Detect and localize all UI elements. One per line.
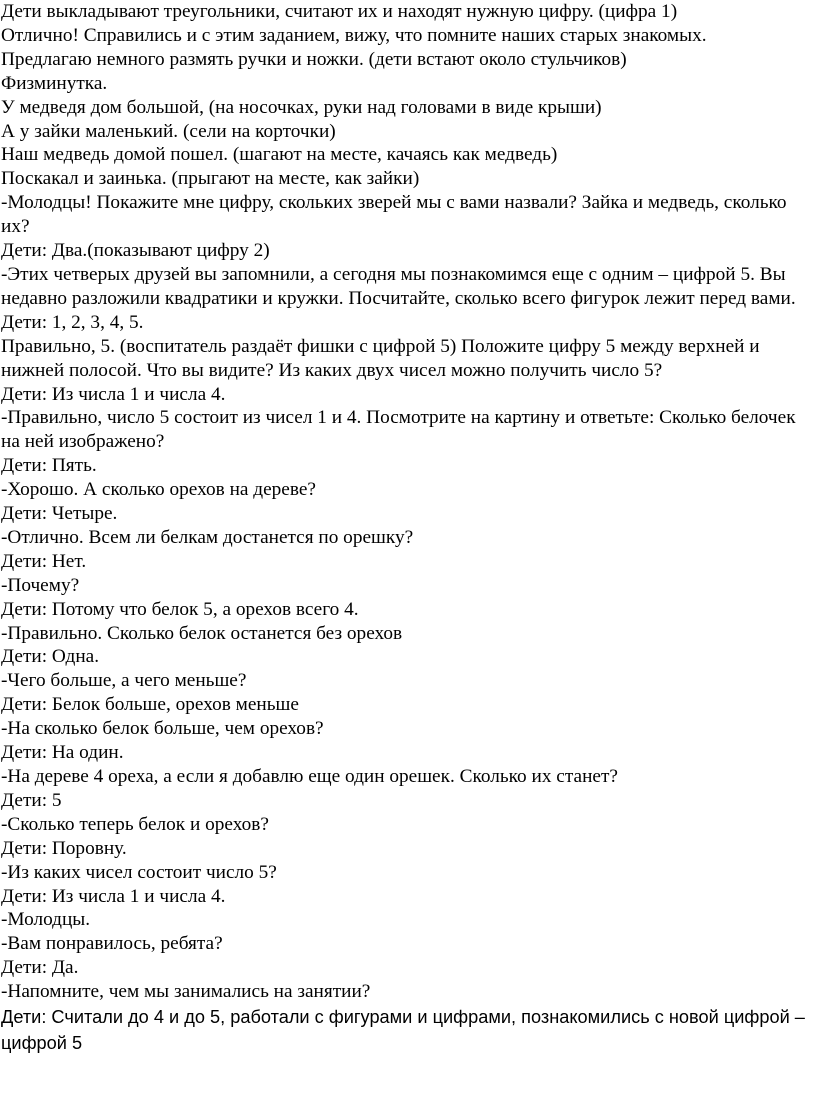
- text-line: -Вам понравилось, ребята?: [1, 933, 223, 955]
- text-line: -Сколько теперь белок и орехов?: [1, 813, 269, 835]
- text-line: -Правильно. Сколько белок останется без орехов: [1, 622, 403, 644]
- text-line: -Напомните, чем мы занимались на занятии?: [1, 981, 371, 1003]
- text-line: Дети: 5: [1, 789, 62, 811]
- text-line: -Отлично. Всем ли белкам достанется по орешку?: [1, 526, 414, 548]
- text-line: -Из каких чисел состоит число 5?: [1, 861, 277, 883]
- text-line: -Молодцы.: [1, 909, 91, 931]
- text-line: Дети выкладывают треугольники, считают их и находят нужную цифру. (цифра 1): [1, 1, 678, 22]
- text-line: Дети: Пять.: [1, 455, 97, 477]
- text-line: Отлично! Справились и с этим заданием, вижу, что помните наших старых знакомых.: [1, 24, 707, 46]
- text-line: Правильно, 5. (воспитатель раздаёт фишки с цифрой 5) Положите цифру 5 между верхней и нижней полосой. Что вы видите? Из каких двух чисел можно получить число 5?: [1, 335, 760, 381]
- text-line: Дети: Два.(показывают цифру 2): [1, 240, 270, 262]
- text-line: Дети: Из числа 1 и числа 4.: [1, 383, 226, 405]
- text-line: У медведя дом большой, (на носочках, руки над головами в виде крыши): [1, 96, 602, 118]
- text-line: Дети: Из числа 1 и числа 4.: [1, 885, 226, 907]
- text-line: Дети: Поровну.: [1, 837, 127, 859]
- text-line: Дети: Четыре.: [1, 503, 118, 525]
- text-line: Дети: Одна.: [1, 646, 100, 668]
- text-line: -Почему?: [1, 574, 80, 596]
- text-line: А у зайки маленький. (сели на корточки): [1, 120, 336, 142]
- text-line: Дети: Да.: [1, 957, 79, 979]
- text-line: -На дереве 4 ореха, а если я добавлю еще один орешек. Сколько их станет?: [1, 766, 618, 787]
- text-line: Предлагаю немного размять ручки и ножки. (дети встают около стульчиков): [1, 48, 627, 70]
- text-line: Наш медведь домой пошел. (шагают на месте, качаясь как медведь): [1, 144, 558, 166]
- text-line: -Правильно, число 5 состоит из чисел 1 и 4. Посмотрите на картину и ответьте: Сколько белочек на ней изображено?: [1, 407, 796, 453]
- text-line: -Хорошо. А сколько орехов на дереве?: [1, 479, 316, 501]
- text-line: Дети: Белок больше, орехов меньше: [1, 694, 299, 716]
- text-line: Дети: Нет.: [1, 550, 87, 572]
- text-line: Дети: На один.: [1, 742, 124, 764]
- text-line: Поскакал и заинька. (прыгают на месте, как зайки): [1, 168, 420, 190]
- text-line: -Молодцы! Покажите мне цифру, скольких зверей мы с вами назвали? Зайка и медведь, сколько их?: [1, 192, 787, 238]
- text-line: -Этих четверых друзей вы запомнили, а сегодня мы познакомимся еще с одним – цифрой 5. Вы недавно разложили квадратики и кружки. Посчитайте, сколько всего фигурок лежит перед вами.: [1, 263, 796, 309]
- text-line: Дети: Считали до 4 и до 5, работали с фигурами и цифрами, познакомились с новой цифрой – цифрой 5: [1, 1007, 805, 1054]
- text-line: -На сколько белок больше, чем орехов?: [1, 718, 324, 740]
- text-line: Дети: 1, 2, 3, 4, 5.: [1, 311, 144, 333]
- text-line: Дети: Потому что белок 5, а орехов всего 4.: [1, 598, 359, 620]
- text-line: Физминутка.: [1, 72, 108, 94]
- text-line: -Чего больше, а чего меньше?: [1, 670, 247, 692]
